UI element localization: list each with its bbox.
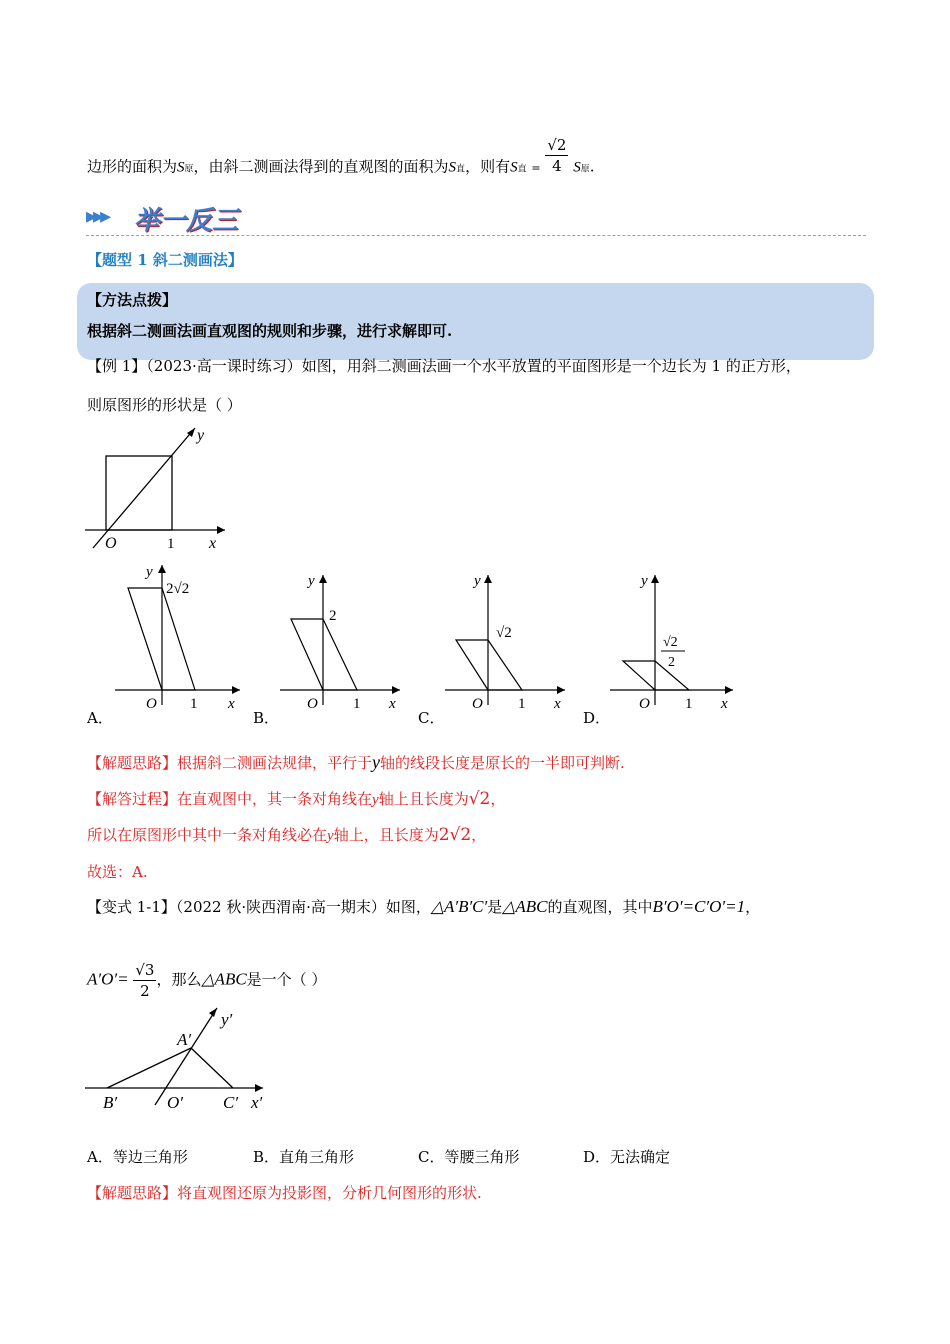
option-c-letter: C． bbox=[418, 709, 445, 727]
y-label: y′ bbox=[221, 1010, 233, 1029]
sqrt3-over-2-fraction bbox=[133, 960, 156, 1001]
y-axis-arrow bbox=[209, 1008, 217, 1017]
variant-option-b: B．直角三角形 bbox=[253, 1148, 355, 1166]
equals-sign: = bbox=[531, 161, 541, 175]
parallelogram bbox=[291, 619, 357, 690]
y-axis-arrow bbox=[651, 575, 659, 583]
example1-thinking bbox=[87, 752, 625, 773]
x-label: x′ bbox=[251, 1093, 263, 1112]
tick-label-1: 1 bbox=[518, 696, 526, 710]
option-b-letter: B． bbox=[253, 709, 280, 727]
fraction-numerator: √2 bbox=[547, 136, 567, 154]
y-label: y bbox=[641, 573, 648, 589]
variant-option-a: A．等边三角形 bbox=[87, 1148, 188, 1166]
banner-dashed-rule bbox=[86, 235, 866, 236]
process-text: 所以在原图形中其中一条对角线必在 bbox=[87, 826, 328, 844]
tick-label-1: 1 bbox=[685, 696, 693, 710]
option-a-letter: A． bbox=[87, 709, 113, 727]
origin-label: O bbox=[639, 696, 650, 710]
height-label-denominator: 2 bbox=[668, 655, 675, 670]
y-label: y bbox=[146, 564, 153, 580]
banner-arrows: ▸▸▸ bbox=[86, 204, 108, 229]
s-symbol: S bbox=[448, 159, 457, 176]
process-text: 轴上且长度为 bbox=[378, 790, 469, 808]
height-label-numerator: √2 bbox=[663, 635, 678, 650]
variant-figure bbox=[85, 1000, 285, 1120]
triangle-abc: △ABC bbox=[201, 969, 247, 989]
variant-text: ，那么 bbox=[156, 970, 202, 989]
banner-title: 举一反三 bbox=[134, 206, 239, 236]
point-b-label: B′ bbox=[103, 1093, 118, 1112]
equation-bo-co: B′O′=C′O′=1 bbox=[652, 897, 746, 916]
side-ac bbox=[191, 1048, 233, 1088]
value-2sqrt2: 2√2 bbox=[438, 825, 472, 845]
area-relation-line bbox=[87, 136, 595, 188]
y-label: y bbox=[197, 427, 205, 444]
height-label: 2√2 bbox=[166, 581, 190, 597]
height-label: √2 bbox=[496, 625, 512, 641]
variant-text: 的直观图，其中 bbox=[547, 898, 653, 916]
equation-ao: A′O′= bbox=[87, 969, 129, 989]
fraction-numerator: √3 bbox=[135, 961, 155, 979]
x-label: x bbox=[209, 535, 217, 552]
method-title: 【方法点拨】 bbox=[87, 291, 178, 309]
s-symbol: S bbox=[510, 159, 518, 176]
origin-label: O bbox=[105, 535, 117, 552]
variant-text: 是 bbox=[487, 898, 503, 916]
x-label: x bbox=[389, 696, 396, 710]
variant-text: 【变式 1-1】（2022 秋·陕西渭南·高一期末）如图， bbox=[87, 898, 431, 916]
parallelogram bbox=[456, 640, 522, 690]
y-axis bbox=[155, 1008, 217, 1105]
process-text: 轴上，且长度为 bbox=[333, 826, 439, 844]
example1-answer: 故选：A. bbox=[87, 863, 148, 881]
triangle-abc: △ABC bbox=[502, 897, 548, 916]
y-label: y bbox=[308, 573, 315, 589]
example1-process-line2 bbox=[87, 825, 486, 846]
x-axis-arrow bbox=[725, 686, 733, 694]
parallelogram bbox=[623, 661, 689, 690]
origin-label: O bbox=[146, 696, 157, 710]
comma: ， bbox=[490, 790, 506, 808]
triangle-a1b1c1: △A′B′C′ bbox=[430, 897, 488, 916]
x-axis-arrow bbox=[255, 1084, 263, 1092]
variant-line2 bbox=[87, 960, 326, 1001]
y-axis-arrow bbox=[319, 575, 327, 583]
y-axis-arrow bbox=[158, 565, 166, 573]
point-c-label: C′ bbox=[223, 1093, 239, 1112]
x-label: x bbox=[554, 696, 561, 710]
method-text: 根据斜二测画法画直观图的规则和步骤，进行求解即可. bbox=[87, 322, 453, 340]
s-symbol: S bbox=[177, 159, 185, 176]
thinking-tag: 【解题思路】 bbox=[87, 754, 178, 772]
y-axis-arrow bbox=[484, 575, 492, 583]
origin-label: O bbox=[472, 696, 483, 710]
s-subscript: 原 bbox=[184, 164, 194, 175]
x-label: x bbox=[228, 696, 235, 710]
area-text-prefix: 边形的面积为 bbox=[87, 157, 178, 176]
s-subscript: 直 bbox=[456, 164, 466, 175]
option-a-figure bbox=[110, 560, 245, 710]
point-a-label: A′ bbox=[177, 1030, 192, 1049]
variant-option-d: D．无法确定 bbox=[583, 1148, 671, 1166]
height-label: 2 bbox=[329, 608, 337, 624]
x-axis-arrow bbox=[557, 686, 565, 694]
y-label: y bbox=[474, 573, 481, 589]
process-tag: 【解答过程】 bbox=[87, 790, 178, 808]
period: . bbox=[589, 157, 595, 176]
fraction-denominator: 4 bbox=[552, 157, 562, 175]
s-symbol: S bbox=[573, 159, 581, 176]
area-text-middle: ，由斜二测画法得到的直观图的面积为 bbox=[193, 157, 449, 176]
x-axis-arrow bbox=[217, 526, 225, 534]
variant-line1 bbox=[87, 897, 760, 917]
x-axis-arrow bbox=[232, 686, 240, 694]
thinking-tag: 【解题思路】 bbox=[87, 1184, 178, 1202]
option-c-figure bbox=[440, 560, 575, 710]
x-axis-arrow bbox=[392, 686, 400, 694]
thinking-text: 根据斜二测画法规律，平行于 bbox=[177, 754, 373, 772]
x-label: x bbox=[721, 696, 728, 710]
s-subscript: 原 bbox=[580, 164, 590, 175]
process-text: 在直观图中，其一条对角线在 bbox=[177, 790, 373, 808]
tick-label-1: 1 bbox=[190, 696, 198, 710]
y-symbol: y bbox=[327, 828, 334, 844]
tick-label-1: 1 bbox=[167, 536, 175, 552]
sqrt2-over-4-fraction bbox=[545, 135, 568, 176]
example1-process-line1 bbox=[87, 789, 505, 810]
thinking-text: 轴的线段长度是原长的一半即可判断. bbox=[380, 754, 625, 772]
origin-label: O′ bbox=[167, 1093, 183, 1112]
section-banner bbox=[86, 200, 866, 240]
comma: ， bbox=[471, 826, 487, 844]
fraction-denominator: 2 bbox=[140, 982, 150, 1000]
value-sqrt2: √2 bbox=[468, 789, 491, 809]
example1-figure bbox=[85, 420, 235, 555]
y-symbol: y bbox=[372, 792, 379, 808]
area-text-then: ，则有 bbox=[465, 157, 511, 176]
variant-thinking bbox=[87, 1183, 482, 1203]
s-subscript: 直 bbox=[517, 164, 527, 175]
thinking-text: 将直观图还原为投影图，分析几何图形的形状. bbox=[177, 1184, 482, 1202]
option-b-figure bbox=[275, 560, 410, 710]
option-d-letter: D． bbox=[583, 709, 611, 727]
origin-label: O bbox=[307, 696, 318, 710]
variant-text: 是一个（ ） bbox=[246, 970, 327, 989]
section-title: 【题型 1 斜二测画法】 bbox=[87, 251, 243, 269]
y-symbol: y bbox=[372, 752, 381, 772]
example1-line2: 则原图形的形状是（ ） bbox=[87, 396, 242, 414]
comma: ， bbox=[745, 898, 761, 916]
example1-line1: 【例 1】（2023·高一课时练习）如图，用斜二测画法画一个水平放置的平面图形是一个边长为 1 的正方形， bbox=[87, 357, 801, 375]
variant-option-c: C．等腰三角形 bbox=[418, 1148, 520, 1166]
option-d-figure bbox=[605, 560, 740, 710]
tick-label-1: 1 bbox=[353, 696, 361, 710]
